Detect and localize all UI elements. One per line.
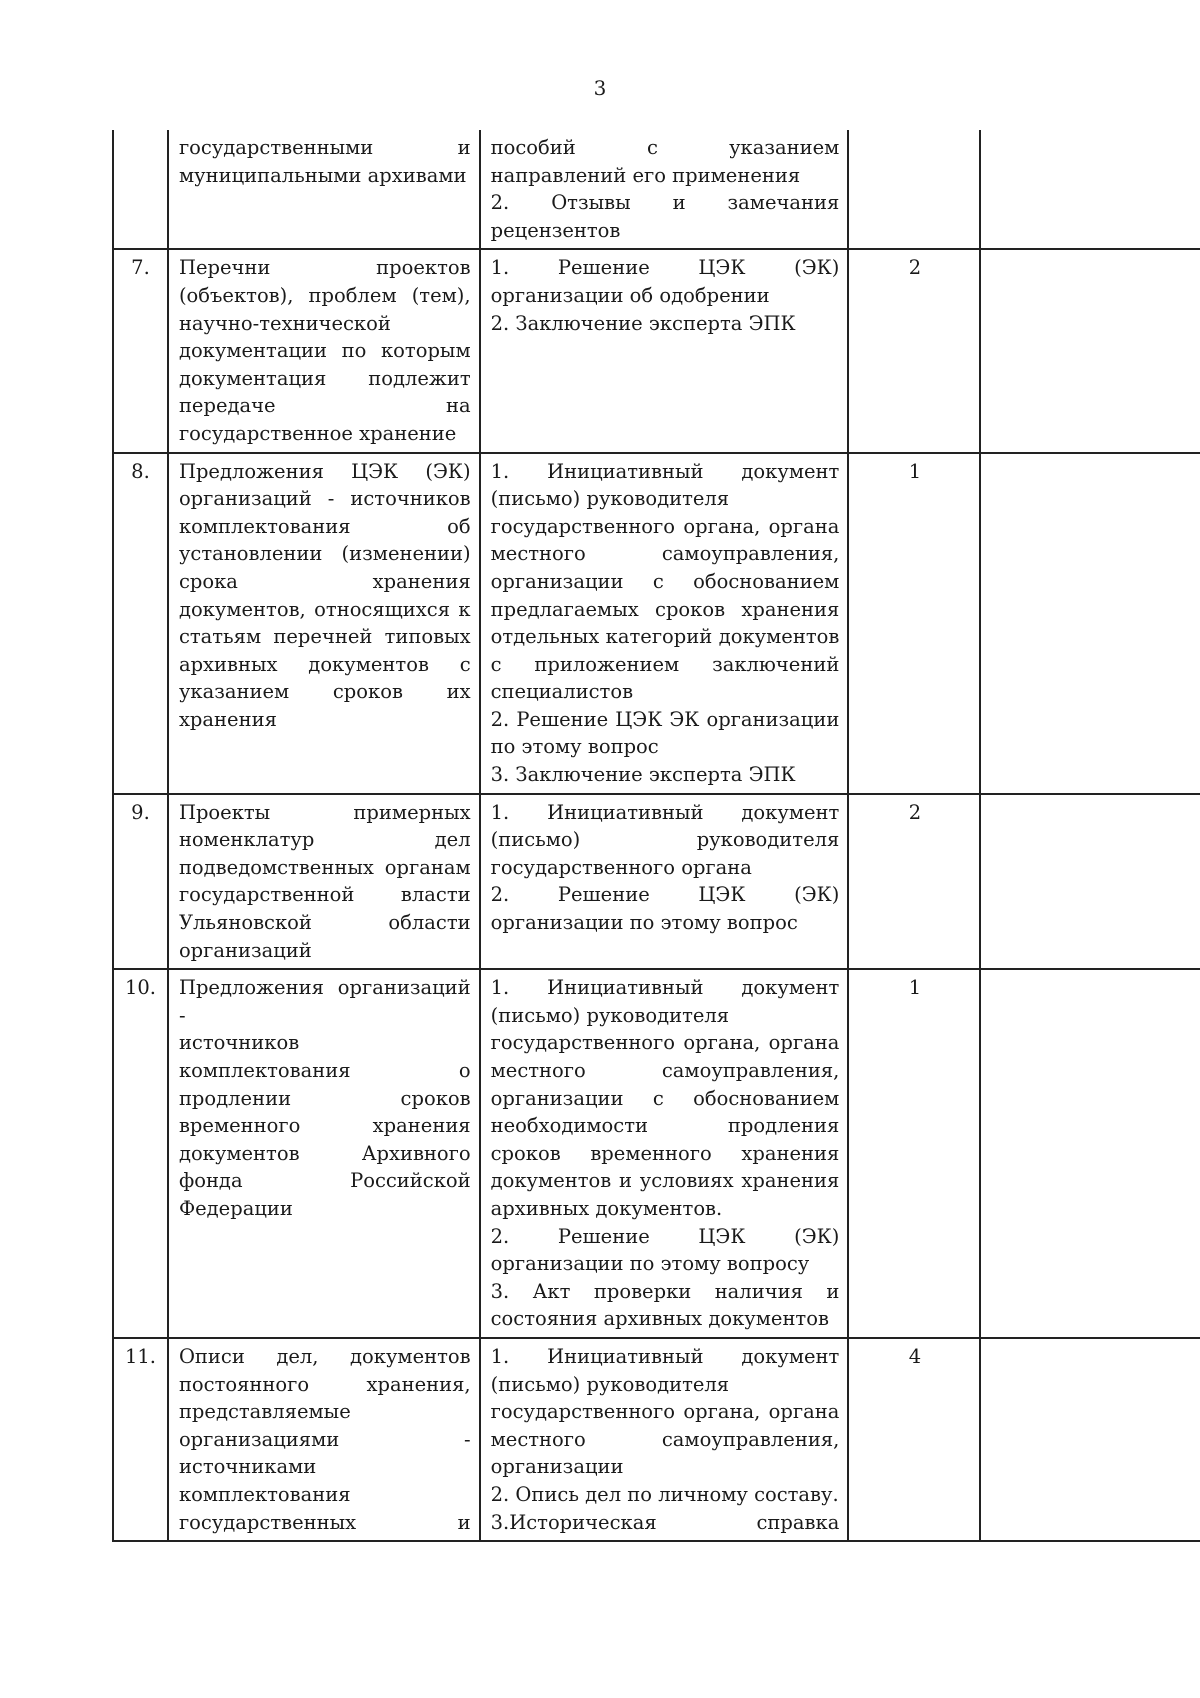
- row-number-cell: 9.: [113, 794, 168, 970]
- extra-cell: [980, 453, 1200, 794]
- document-type-line: комплектования: [178, 1482, 351, 1506]
- document-type-line: документов Архивного: [178, 1141, 471, 1165]
- document-type-line: передаче на: [178, 394, 471, 418]
- document-type-line: источников: [178, 1031, 300, 1055]
- required-documents-line: направлений его применения: [490, 163, 801, 187]
- document-type-line: продлении сроков: [178, 1086, 471, 1110]
- required-documents-line: (письмо) руководителя: [490, 1372, 730, 1396]
- required-documents-line: с приложением заключений: [490, 652, 840, 676]
- document-type-line: Проекты примерных: [178, 800, 471, 824]
- document-type-line: временного хранения: [178, 1114, 471, 1138]
- document-type-line: комплектования об: [178, 514, 471, 538]
- document-type-line: комплектования о: [178, 1059, 471, 1082]
- document-type-line: хранения: [178, 707, 277, 731]
- document-type-line: фонда Российской: [178, 1169, 471, 1193]
- required-documents-line: местного самоуправления,: [490, 542, 840, 566]
- extra-cell: [980, 130, 1200, 249]
- required-documents-line: необходимости продления: [490, 1114, 840, 1138]
- document-type-line: документов, относящихся к: [178, 597, 471, 621]
- document-type-line: Предложения организаций -: [178, 976, 471, 1027]
- required-documents-line: архивных документов.: [490, 1196, 723, 1220]
- required-documents-line: 2. Решение ЦЭК (ЭК): [490, 883, 840, 907]
- row-number-cell: 11.: [113, 1338, 168, 1541]
- required-documents-line: организации об одобрении: [490, 283, 770, 307]
- extra-cell: [980, 969, 1200, 1338]
- document-type-line: представляемые: [178, 1400, 351, 1424]
- required-documents-line: специалистов: [490, 680, 634, 704]
- required-documents-line: (письмо) руководителя: [490, 487, 730, 511]
- required-documents-line: документов и условиях хранения: [490, 1169, 840, 1193]
- document-type-line: муниципальными архивами: [178, 163, 467, 187]
- page-number: 3: [593, 76, 607, 100]
- required-documents-line: 2. Решение ЦЭК ЭК организации: [490, 707, 840, 731]
- required-documents-line: (письмо) руководителя: [490, 828, 840, 852]
- document-type-cell: [168, 794, 480, 970]
- required-documents-line: 1. Инициативный документ: [490, 459, 840, 483]
- document-type-line: государственной власти: [178, 883, 471, 907]
- required-documents-cell: [480, 969, 849, 1338]
- document-table: [112, 130, 1200, 1542]
- document-type-line: архивных документов с: [178, 652, 471, 676]
- document-type-line: государственное хранение: [178, 421, 457, 445]
- document-type-line: установлении (изменении): [178, 542, 471, 566]
- document-type-line: организаций: [178, 938, 312, 962]
- quantity-cell: 1: [848, 453, 979, 794]
- table-row: [113, 794, 1200, 970]
- document-type-line: статьям перечней типовых: [178, 625, 471, 649]
- document-type-line: государственными и: [178, 136, 471, 159]
- table-body: [113, 130, 1200, 1541]
- document-type-line: научно-технической: [178, 311, 391, 335]
- required-documents-line: организации по этому вопрос: [490, 911, 798, 935]
- document-type-line: подведомственных органам: [178, 855, 471, 879]
- required-documents-line: состояния архивных документов: [490, 1307, 829, 1331]
- required-documents-line: 3. Заключение эксперта ЭПК: [490, 763, 796, 787]
- document-type-line: государственных и: [178, 1510, 471, 1534]
- table-row: [113, 453, 1200, 794]
- required-documents-line: (письмо) руководителя: [490, 1003, 730, 1027]
- document-type-line: документация подлежит: [178, 366, 471, 390]
- required-documents-line: 2. Отзывы и замечания: [490, 191, 840, 215]
- document-type-line: Федерации: [178, 1196, 293, 1220]
- required-documents-line: государственного органа: [490, 855, 752, 879]
- table-row: [113, 249, 1200, 452]
- required-documents-cell: [480, 794, 849, 970]
- required-documents-line: 2. Опись дел по личному составу.: [490, 1482, 839, 1506]
- required-documents-line: сроков временного хранения: [490, 1141, 840, 1165]
- document-type-line: срока хранения: [178, 569, 471, 593]
- required-documents-line: 1. Решение ЦЭК (ЭК): [490, 256, 840, 280]
- quantity-cell: 4: [848, 1338, 979, 1541]
- required-documents-line: 2. Заключение эксперта ЭПК: [490, 311, 796, 335]
- required-documents-line: пособий с указанием: [490, 136, 840, 159]
- required-documents-line: 1. Инициативный документ: [490, 1344, 840, 1368]
- required-documents-line: по этому вопрос: [490, 735, 659, 759]
- required-documents-line: организации: [490, 1455, 624, 1479]
- document-type-line: организаций - источников: [178, 487, 471, 511]
- required-documents-line: местного самоуправления,: [490, 1059, 840, 1082]
- required-documents-line: 1. Инициативный документ: [490, 800, 840, 824]
- table-row: [113, 1338, 1200, 1541]
- document-type-line: Предложения ЦЭК (ЭК): [178, 459, 471, 483]
- document-type-line: Описи дел, документов: [178, 1344, 471, 1368]
- required-documents-line: рецензентов: [490, 218, 621, 242]
- quantity-cell: 1: [848, 969, 979, 1338]
- required-documents-line: 1. Инициативный документ: [490, 976, 840, 1000]
- document-type-line: Перечни проектов: [178, 256, 471, 280]
- extra-cell: [980, 249, 1200, 452]
- row-number-cell: 7.: [113, 249, 168, 452]
- extra-cell: [980, 1338, 1200, 1541]
- row-number-cell: [113, 130, 168, 249]
- quantity-cell: 2: [848, 794, 979, 970]
- required-documents-cell: [480, 130, 849, 249]
- document-type-line: номенклатур дел: [178, 828, 471, 852]
- document-type-line: Ульяновской области: [178, 911, 471, 935]
- document-type-cell: [168, 453, 480, 794]
- document-type-cell: [168, 249, 480, 452]
- document-type-line: источниками: [178, 1455, 317, 1479]
- required-documents-line: государственного органа, органа: [490, 1400, 840, 1424]
- required-documents-line: 3.Историческая справка: [490, 1510, 840, 1534]
- required-documents-cell: [480, 1338, 849, 1541]
- document-type-line: организациями -: [178, 1427, 471, 1451]
- required-documents-line: организации по этому вопросу: [490, 1252, 810, 1276]
- document-type-line: постоянного хранения,: [178, 1372, 471, 1396]
- document-type-line: указанием сроков их: [178, 680, 471, 704]
- document-type-line: (объектов), проблем (тем),: [178, 283, 471, 307]
- required-documents-cell: [480, 249, 849, 452]
- document-type-line: документации по которым: [178, 339, 471, 363]
- document-type-cell: [168, 1338, 480, 1541]
- required-documents-cell: [480, 453, 849, 794]
- quantity-cell: 2: [848, 249, 979, 452]
- row-number-cell: 10.: [113, 969, 168, 1338]
- required-documents-line: 3. Акт проверки наличия и: [490, 1279, 840, 1303]
- required-documents-line: государственного органа, органа: [490, 514, 840, 538]
- document-type-cell: [168, 969, 480, 1338]
- row-number-cell: 8.: [113, 453, 168, 794]
- table-row: [113, 130, 1200, 249]
- table-row: [113, 969, 1200, 1338]
- required-documents-line: организации с обоснованием: [490, 1086, 840, 1110]
- required-documents-line: организации с обоснованием: [490, 569, 840, 593]
- required-documents-line: отдельных категорий документов: [490, 625, 840, 649]
- required-documents-line: государственного органа, органа: [490, 1031, 840, 1055]
- document-type-cell: [168, 130, 480, 249]
- extra-cell: [980, 794, 1200, 970]
- quantity-cell: [848, 130, 979, 249]
- required-documents-line: местного самоуправления,: [490, 1427, 840, 1451]
- required-documents-line: 2. Решение ЦЭК (ЭК): [490, 1224, 840, 1248]
- required-documents-line: предлагаемых сроков хранения: [490, 597, 840, 621]
